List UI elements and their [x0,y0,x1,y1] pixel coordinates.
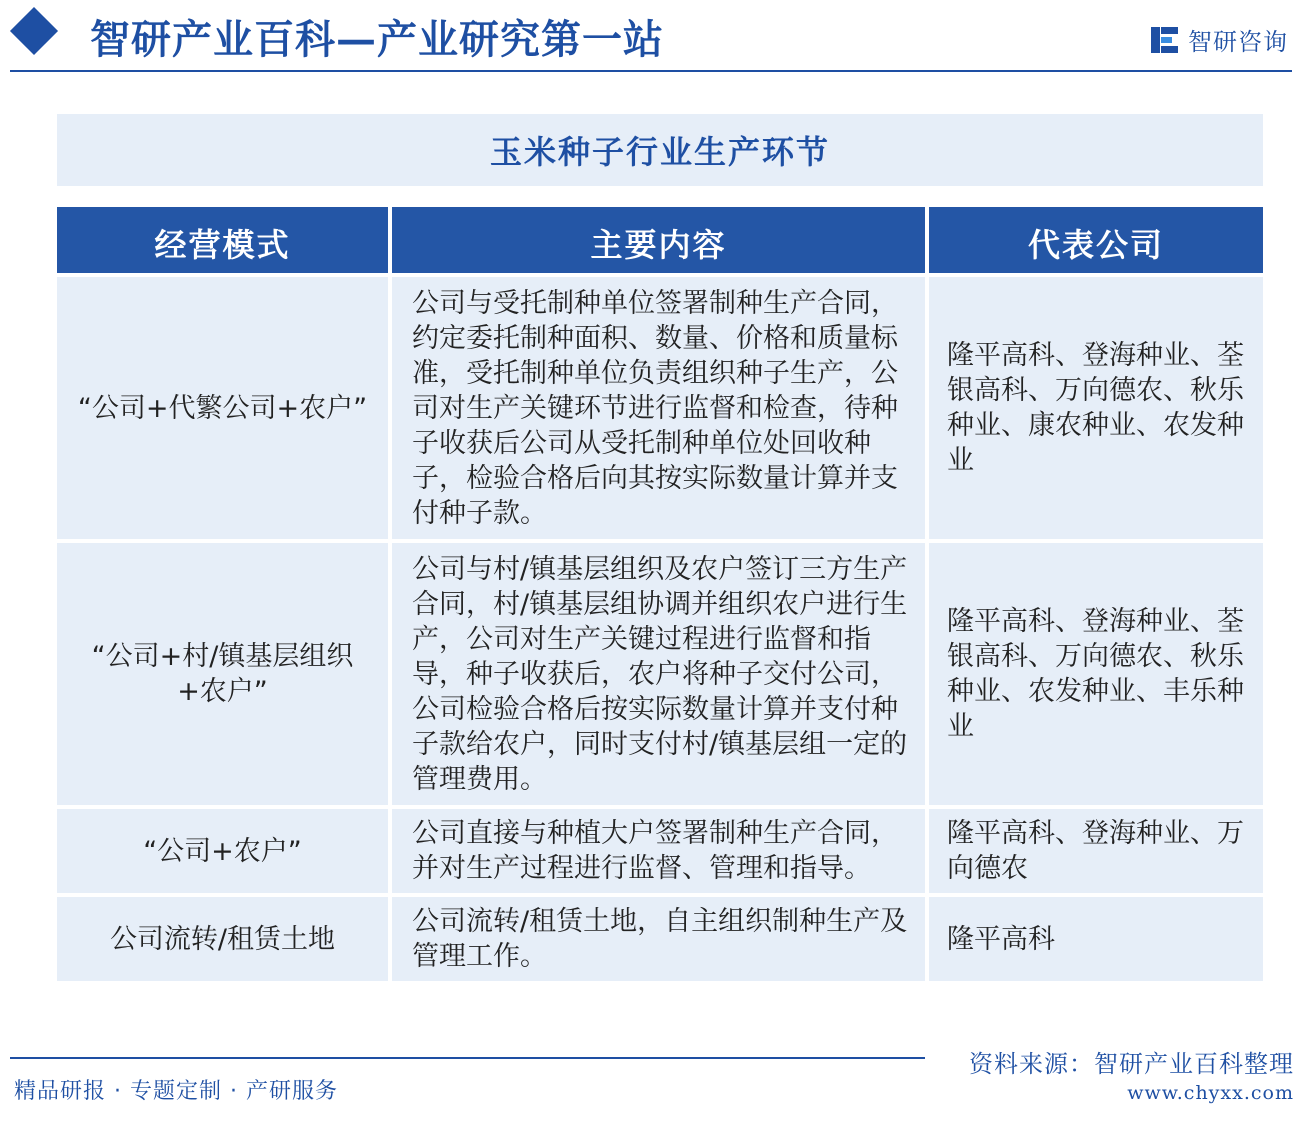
table-row [57,543,1263,809]
table-row [57,809,1263,897]
footer-divider [10,1057,925,1059]
table-row [57,897,1263,985]
header-divider [10,70,1292,72]
content-cell: 公司流转/租赁土地，自主组织制种生产及管理工作。 [392,897,929,985]
content-cell: 公司与村/镇基层组织及农户签订三方生产合同，村/镇基层组协调并组织农户进行生产，公司对生产关键过程进行监督和指导，种子收获后，农户将种子交付公司，公司检验合格后按实际数量计算并支付种子款给农户，同时支付村/镇基层组一定的管理费用。 [392,543,929,809]
companies-cell: 隆平高科、登海种业、荃银高科、万向德农、秋乐种业、农发种业、丰乐种业 [929,543,1263,809]
brand-logo-icon [1150,25,1180,55]
table-row [57,277,1263,543]
column-header-content: 主要内容 [392,207,929,277]
website-link[interactable]: www.chyxx.com [1127,1082,1294,1104]
panel-title: 玉米种子行业生产环节 [57,114,1263,186]
content-cell: 公司直接与种植大户签署制种生产合同，并对生产过程进行监督、管理和指导。 [392,809,929,897]
source-note: 资料来源：智研产业百科整理 [969,1050,1294,1078]
diamond-icon [10,7,58,55]
footer-tagline: 精品研报 · 专题定制 · 产研服务 [14,1079,338,1104]
table-header-row [57,207,1263,277]
content-cell: 公司与受托制种单位签署制种生产合同，约定委托制种面积、数量、价格和质量标准，受托制种单位负责组织种子生产，公司对生产关键环节进行监督和检查，待种子收获后公司从受托制种单位处回收种子，检验合格后向其按实际数量计算并支付种子款。 [392,277,929,543]
companies-cell: 隆平高科 [929,897,1263,985]
brand[interactable] [1150,22,1288,57]
mode-cell: “公司+代繁公司+农户” [57,277,392,543]
mode-cell: 公司流转/租赁土地 [57,897,392,985]
production-table [57,207,1263,985]
column-header-mode: 经营模式 [57,207,392,277]
mode-cell: “公司+村/镇基层组织+农户” [57,543,392,809]
column-header-companies: 代表公司 [929,207,1263,277]
page-header [0,0,1310,74]
brand-name: 智研咨询 [1188,28,1288,56]
mode-cell: “公司+农户” [57,809,392,897]
companies-cell: 隆平高科、登海种业、荃银高科、万向德农、秋乐种业、康农种业、农发种业 [929,277,1263,543]
companies-cell: 隆平高科、登海种业、万向德农 [929,809,1263,897]
site-title: 智研产业百科—产业研究第一站 [90,16,664,63]
